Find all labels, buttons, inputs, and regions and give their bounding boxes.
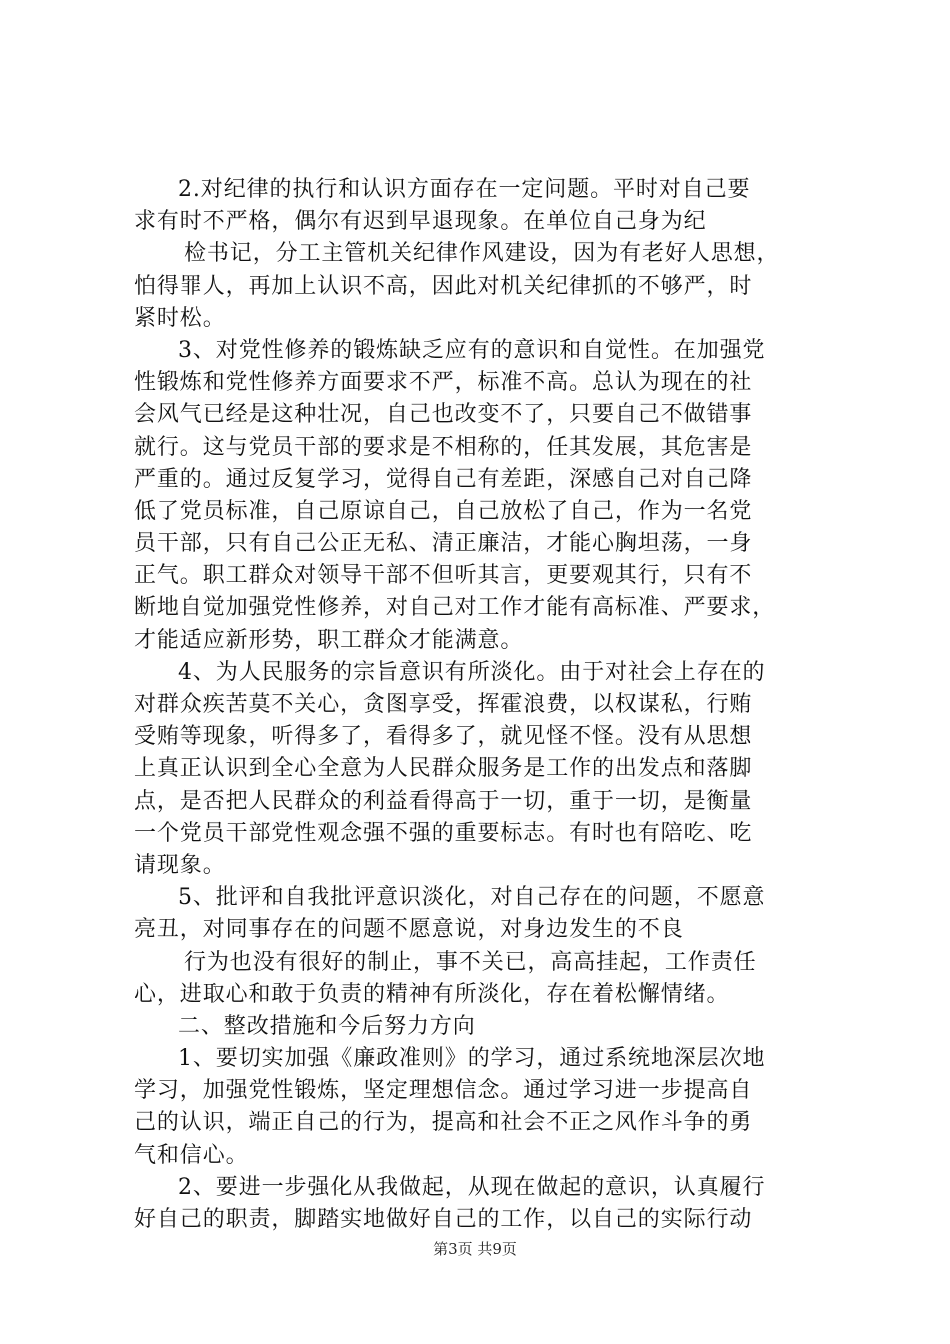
text-line: 点，是否把人民群众的利益看得高于一切，重于一切，是衡量 [134, 788, 753, 814]
text-line: 紧时松。 [134, 305, 226, 331]
text-line: 3、对党性修养的锻炼缺乏应有的意识和自觉性。在加强党 [178, 337, 766, 363]
text-line: 就行。这与党员干部的要求是不相称的，任其发展，其危害是 [134, 434, 753, 460]
text-line: 己的认识，端正自己的行为，提高和社会不正之风作斗争的勇 [134, 1110, 753, 1136]
text-line: 心，进取心和敢于负责的精神有所淡化，存在着松懈情绪。 [134, 981, 730, 1007]
text-line: 怕得罪人，再加上认识不高，因此对机关纪律抓的不够严，时 [134, 273, 753, 299]
page-footer: 第3页 共9页 [433, 1240, 517, 1258]
text-line: 4、为人民服务的宗旨意识有所淡化。由于对社会上存在的 [178, 659, 766, 685]
text-line: 1、要切实加强《廉政准则》的学习，通过系统地深层次地 [178, 1046, 766, 1072]
text-line: 亮丑，对同事存在的问题不愿意说，对身边发生的不良 [134, 917, 684, 943]
text-line: 低了党员标准，自己原谅自己，自己放松了自己，作为一名党 [134, 498, 753, 524]
text-line: 对群众疾苦莫不关心，贪图享受，挥霍浪费，以权谋私，行贿 [134, 692, 753, 717]
document-body [134, 174, 824, 1236]
text-line: 2、要进一步强化从我做起，从现在做起的意识，认真履行 [178, 1174, 766, 1200]
text-line: 检书记，分工主管机关纪律作风建设，因为有老好人思想， [184, 241, 780, 267]
text-line: 二、整改措施和今后努力方向 [178, 1013, 476, 1039]
text-line: 性锻炼和党性修养方面要求不严，标准不高。总认为现在的社 [134, 370, 753, 396]
text-line: 才能适应新形势，职工群众才能满意。 [134, 627, 524, 653]
text-line: 正气。职工群众对领导干部不但听其言，更要观其行，只有不 [134, 563, 753, 589]
text-line: 请现象。 [134, 852, 226, 878]
text-line: 会风气已经是这种壮况，自己也改变不了，只要自己不做错事 [134, 402, 753, 428]
text-line: 行为也没有很好的制止，事不关已，高高挂起，工作责任 [184, 949, 757, 975]
text-line: 气和信心。 [134, 1142, 249, 1168]
text-line: 2.对纪律的执行和认识方面存在一定问题。平时对自己要 [178, 177, 751, 202]
text-line: 受贿等现象，听得多了，看得多了，就见怪不怪。没有从思想 [134, 724, 753, 750]
text-line: 5、批评和自我批评意识淡化，对自己存在的问题，不愿意 [178, 885, 766, 911]
text-line: 好自己的职责，脚踏实地做好自己的工作，以自己的实际行动 [134, 1207, 753, 1232]
text-line: 一个党员干部党性观念强不强的重要标志。有时也有陪吃、吃 [134, 820, 753, 846]
text-line: 求有时不严格，偶尔有迟到早退现象。在单位自己身为纪 [134, 209, 707, 235]
text-line: 学习，加强党性锻炼，坚定理想信念。通过学习进一步提高自 [134, 1078, 753, 1104]
text-line: 员干部，只有自己公正无私、清正廉洁，才能心胸坦荡，一身 [134, 531, 753, 557]
text-line: 上真正认识到全心全意为人民群众服务是工作的出发点和落脚 [134, 756, 753, 782]
text-line: 严重的。通过反复学习，觉得自己有差距，深感自己对自己降 [134, 466, 753, 492]
text-line: 断地自觉加强党性修养，对自己对工作才能有高标准、严要求， [134, 595, 776, 621]
